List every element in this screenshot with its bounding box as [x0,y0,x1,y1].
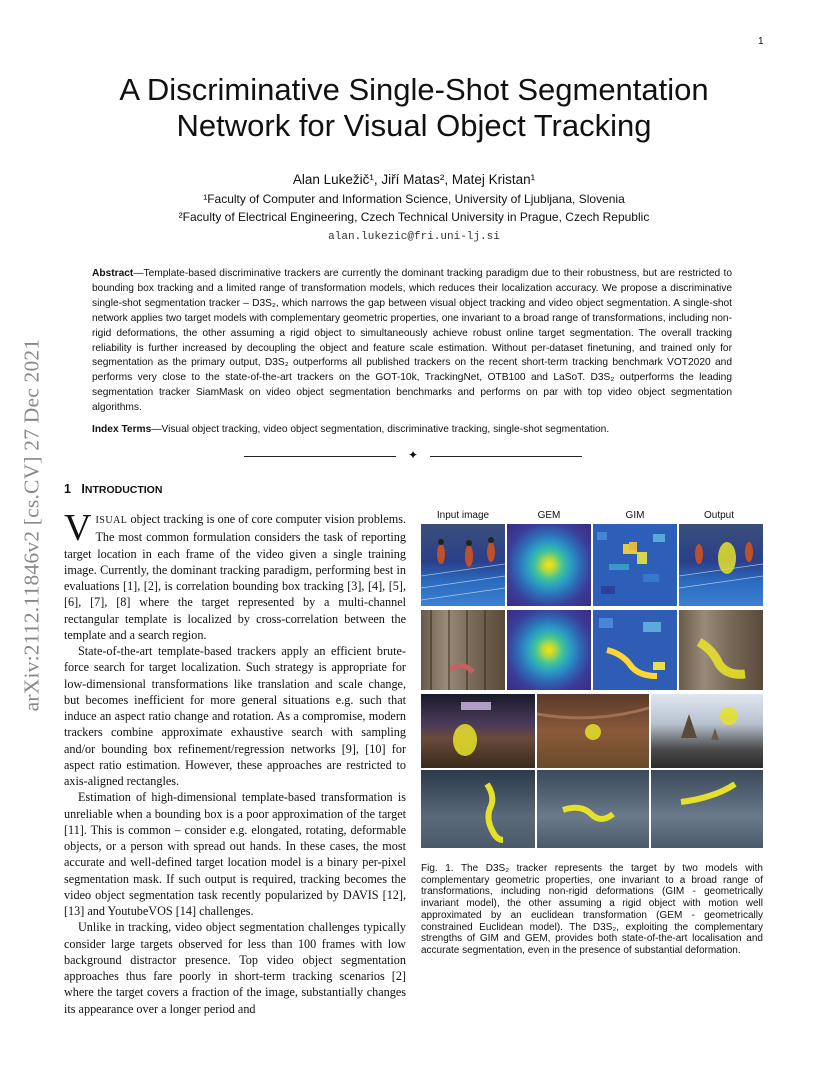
intro-body [64,507,406,1017]
affiliation-2: ²Faculty of Electrical Engineering, Czech Technical University in Prague, Czech Republic [178,210,650,224]
gem-map-track [507,524,591,606]
index-terms-label: Index Terms [92,424,152,435]
intro-paragraph-3: Estimation of high-dimensional template-based transformation is unreliable when a bounding box is a poor approximation of the target [11]. This is common – consider e.g. elongated, rotating, deformable objects, or a person with spread out hands. In these cases, the most accurate and well-defined target location model is a binary per-pixel segmentation mask. If such output is required, tracking becomes the video object segmentation task recently popularized by DAVIS [12], [13] and YoutubeVOS [14] challenges. [64,790,406,918]
frame-snake-2 [537,770,649,848]
author-list: Alan Lukežič¹, Jiří Matas², Matej Kristan¹ [292,172,536,187]
intro-paragraph-2: State-of-the-art template-based trackers apply an efficient brute-force search for target localization. Such strategy is appropriate for low-dimensional transformations like translation and scale change, but becomes inefficient for more general situations e.g. such that induce an aspect ratio change and rotation. As a compromise, modern trackers combine approximate exhaustive search with sampling and/or bounding box refinement/regression networks [9], [10] for aspect ratio estimation. However, these approaches are restricted to axis-aligned rectangles. [64,644,406,788]
abstract [92,267,732,416]
input-image-track [421,524,505,606]
gim-map-gymnast [593,610,677,690]
author-email: alan.lukezic@fri.uni-lj.si [328,231,500,243]
frame-motocross-1 [421,694,535,768]
fig-label-output: Output [703,510,735,521]
frame-snake-1 [421,770,535,848]
section-heading: 1 INTRODUCTION [64,482,163,496]
affiliation-1: ¹Faculty of Computer and Information Science, University of Ljubljana, Slovenia [203,192,625,206]
fig-label-input: Input image [436,510,490,521]
abstract-text: —Template-based discriminative trackers are currently the dominant tracking paradigm due to their robustness, but are restricted to bounding box tracking and a limited range of transformation models, which reduces their localization accuracy. We propose a discriminative single-shot segmentation tracker – D3S₂, which narrows the gap between visual object tracking and video object segmentation. A single-shot network applies two target models with complementary geometric properties, one invariant to a broad range of transformations, including non-rigid deformations, the other assuming a rigid object to simultaneously achieve robust online target segmentation. The overall tracking reliability is further increased by decoupling the object and feature scale estimation. Without per-dataset finetuning, and trained only for segmentation as the primary output, D3S₂ outperforms all published trackers on the recent short-term tracking benchmark VOT2020 and performs very close to the state-of-the-art trackers on the GOT-10k, TrackingNet, OTB100 and LaSoT. D3S₂ outperforms the leading segmentation tracker SiamMask on video object segmentation benchmarks and performs on par with top video object segmentation algorithms. [92,268,732,414]
page-number: 1 [758,36,764,47]
arxiv-stamp: arXiv:2112.11846v2 [cs.CV] 27 Dec 2021 [19,338,44,712]
fig-label-gem: GEM [537,510,561,521]
index-terms-text: —Visual object tracking, video object segmentation, discriminative tracking, single-shot segmentation. [151,424,610,435]
frame-motocross-2 [537,694,649,768]
intro-paragraph-4: Unlike in tracking, video object segmentation challenges typically consider large targets observed for less than 100 frames with low background distractor presence. Top video object segmentation approaches thus fare poorly in short-term tracking scenarios [2] where the target covers a fraction of the image, substantially changes its appearance over a longer period and [64,920,406,1016]
drop-cap: V [64,507,92,549]
frame-motocross-3 [651,694,763,768]
figure-column-labels [421,510,761,524]
fig-label-gim: GIM [625,510,645,521]
output-image-gymnast [679,610,763,690]
paper-title: A Discriminative Single-Shot Segmentation Network for Visual Object Tracking [119,72,709,143]
abstract-label: Abstract [92,268,134,279]
gim-map-track [593,524,677,606]
input-image-gymnast [421,610,505,690]
gem-map-gymnast [507,610,591,690]
frame-snake-3 [651,770,763,848]
intro-paragraph-1: VISUAL object tracking is one of core computer vision problems. The most common formulation considers the task of reporting target location in each frame of the video given a single training image. Currently, the dominant tracking paradigm, performing best in evaluations [1], [2], is correlation bounding box tracking [3], [4], [5], [6], [7], [8] where the target represented by a multi-channel rectangular template is localized by cross-correlation between the template and a search region. [64,507,406,642]
output-image-track [679,524,763,606]
index-terms [92,423,732,437]
section-separator: ✦ [244,450,586,462]
figure-caption: Fig. 1. The D3S₂ tracker represents the target by two models with complementary geometric properties, one invariant to a broad range of transformations, including non-rigid deformations (GIM - geometrically invariant model), the other assuming a rigid object with motion well approximated by an euclidean transformation (GEM - geometrically constrained Euclidean model). The D3S₂, exploiting the complementary strengths of GIM and GEM, provides both state-of-the-art localisation and accurate segmentation, even in the presence of substantial deformation. [421,863,763,956]
